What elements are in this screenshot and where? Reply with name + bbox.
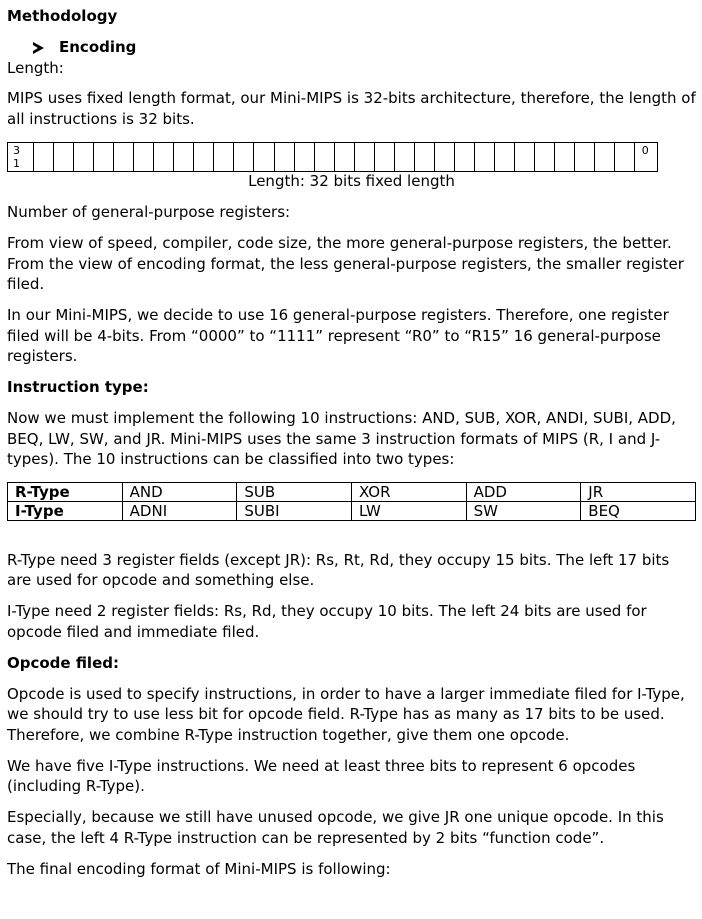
opcode-paragraph-1: Opcode is used to specify instructions, in order to have a larger immediate filed for I-Type, we should try to use less bit for opcode field. R-Type has as many as 17 bits to be used. Therefore, we combine R-Type instruction together, give them one opcode.: [7, 684, 685, 744]
r-type-paragraph: R-Type need 3 register fields (except JR): Rs, Rt, Rd, they occupy 15 bits. The left 17 bits are used for opcode and something else.: [7, 550, 670, 589]
opcode-label: Opcode filed:: [7, 653, 119, 672]
instruction-cell: ADNI: [122, 501, 237, 520]
opcode-paragraph-3: Especially, because we still have unused opcode, we give JR one unique opcode. In this case, the left 4 R-Type instruction can be represented by 2 bits “function code”.: [7, 808, 664, 847]
bit-cell: [275, 143, 295, 171]
bit-cell: [74, 143, 94, 171]
type-name-cell: I-Type: [8, 501, 123, 520]
instruction-type-table: [7, 482, 696, 521]
instruction-cell: ADD: [466, 482, 581, 501]
bit-cell: [515, 143, 535, 171]
bit-cell: [375, 143, 395, 171]
bit-cell: [114, 143, 134, 171]
table-row: [8, 482, 696, 501]
instruction-type-paragraph: Now we must implement the following 10 instructions: AND, SUB, XOR, ANDI, SUBI, ADD, BEQ, LW, SW, and JR. Mini-MIPS uses the same 3 instruction formats of MIPS (R, I and J-types). The 10 instructions can be classified into two types:: [7, 409, 676, 468]
opcode-paragraph-2: We have five I-Type instructions. We need at least three bits to represent 6 opcodes (including R-Type).: [7, 756, 636, 795]
table-row: [8, 501, 696, 520]
bit-layout-diagram: [7, 142, 658, 172]
instruction-cell: XOR: [351, 482, 466, 501]
bit-cell: [94, 143, 114, 171]
length-label: Length:: [7, 58, 64, 77]
bit-cell: 0: [641, 144, 649, 157]
registers-label: Number of general-purpose registers:: [7, 203, 291, 221]
bit-cell: [34, 143, 54, 171]
bit-cell: [415, 143, 435, 171]
arrow-bullet-icon: [33, 42, 44, 54]
bit-cell: [315, 143, 335, 171]
bit-cell: [535, 143, 555, 171]
subsection-title: Encoding: [59, 38, 137, 57]
instruction-type-label: Instruction type:: [7, 378, 149, 396]
bit-cells-row: [7, 142, 658, 172]
bit-layout-caption: Length: 32 bits fixed length: [248, 172, 455, 190]
bit-cell: [154, 143, 174, 171]
bit-cell: [174, 143, 194, 171]
bit-cell: [575, 143, 595, 171]
bit-cell: [254, 143, 274, 171]
bit-cell: [355, 143, 375, 171]
bit-cell: [194, 143, 214, 171]
bit-cell: 3 1: [8, 143, 34, 171]
document-page: [7, 6, 697, 890]
opcode-paragraph-4: The final encoding format of Mini-MIPS is following:: [7, 859, 391, 878]
bit-cell: [134, 143, 154, 171]
i-type-paragraph: I-Type need 2 register fields: Rs, Rd, they occupy 10 bits. The left 24 bits are used for opcode filed and immediate filed.: [7, 602, 647, 641]
bit-cell: [615, 143, 635, 171]
bit-cell: [214, 143, 234, 171]
bit-cell: [455, 143, 475, 171]
instruction-cell: SUBI: [237, 501, 352, 520]
bit-cell: [555, 143, 575, 171]
bit-cell: [234, 143, 254, 171]
bit-cell: [395, 143, 415, 171]
instruction-cell: AND: [122, 482, 237, 501]
instruction-cell: SUB: [237, 482, 352, 501]
instruction-cell: JR: [581, 482, 696, 501]
bit-cell: [475, 143, 495, 171]
subsection-heading: [7, 38, 697, 58]
length-paragraph: MIPS uses fixed length format, our Mini-MIPS is 32-bits architecture, therefore, the length of all instructions is 32 bits.: [7, 89, 696, 128]
registers-paragraph-1: From view of speed, compiler, code size, the more general-purpose registers, the better. From the view of encoding format, the less general-purpose registers, the smaller register filed.: [7, 234, 684, 293]
bit-cell: [495, 143, 515, 171]
bit-cell: [335, 143, 355, 171]
instruction-cell: BEQ: [581, 501, 696, 520]
bit-cell: [435, 143, 455, 171]
registers-paragraph-2: In our Mini-MIPS, we decide to use 16 general-purpose registers. Therefore, one register filed will be 4-bits. From “0000” to “1111” represent “R0” to “R15” 16 general-purpose registers.: [7, 306, 669, 365]
bit-cell: [295, 143, 315, 171]
section-title: Methodology: [7, 7, 118, 25]
type-name-cell: R-Type: [8, 482, 123, 501]
bit-cell: [595, 143, 615, 171]
instruction-cell: LW: [351, 501, 466, 520]
bit-cell: [54, 143, 74, 171]
instruction-cell: SW: [466, 501, 581, 520]
